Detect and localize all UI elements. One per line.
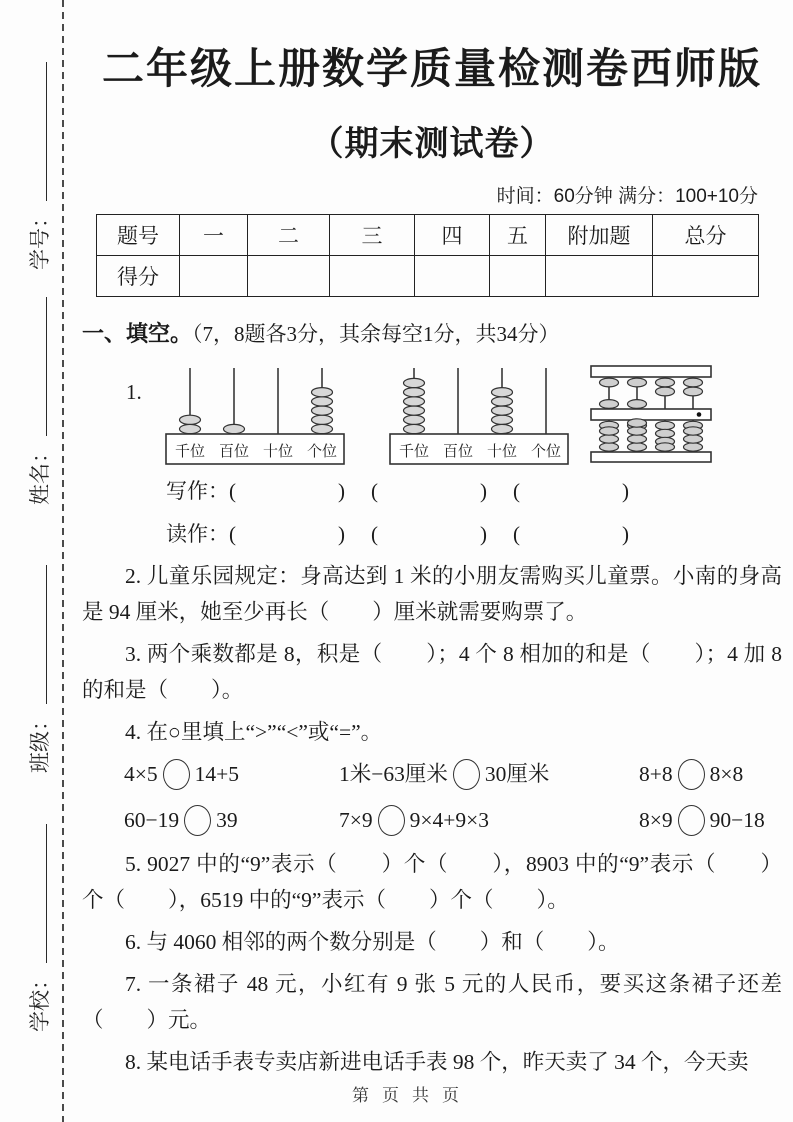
class-label: 班级： [28, 710, 52, 773]
paren-open: ( [229, 522, 236, 546]
paren-close: ) [338, 479, 345, 503]
svg-text:十位: 十位 [486, 444, 517, 460]
question-1-figures [126, 364, 782, 466]
score-table-header-row [97, 215, 759, 256]
abacus [588, 364, 714, 466]
comparison-item [339, 800, 639, 840]
header-cell-5: 五 [490, 215, 546, 256]
question-8: 8. 某电话手表专卖店新进电话手表 98 个，昨天卖了 34 个，今天卖 [125, 1050, 749, 1074]
svg-text:个位: 个位 [530, 444, 561, 460]
header-cell-4: 四 [415, 215, 490, 256]
paren-close: ) [338, 522, 345, 546]
comparison-circle [378, 805, 405, 836]
paren-open: ( [229, 479, 236, 503]
write-as-label: 写作： [166, 479, 229, 503]
comparison-item [639, 800, 782, 840]
score-label-cell: 得分 [97, 256, 180, 297]
exam-paper [82, 0, 782, 1080]
question-6: 6. 与 4060 相邻的两个数分别是（ ）和（ ）。 [125, 930, 620, 954]
read-as-label: 读作： [166, 522, 229, 546]
header-cell-1: 一 [180, 215, 248, 256]
comparison-circle [184, 805, 211, 836]
svg-text:千位: 千位 [398, 444, 429, 460]
place-value-stand-2 [384, 364, 574, 466]
section-1-heading-bold: 一、填空。 [82, 321, 193, 346]
write-blank-3 [513, 474, 629, 509]
question-2: 2. 儿童乐园规定：身高达到 1 米的小朋友需购买儿童票。小南的身高是 94 厘米，她至少再长（ ）厘米就需要购票了。 [82, 564, 782, 624]
score-table-score-row [97, 256, 759, 297]
sidebar-field-class [26, 563, 52, 773]
exam-meta: 时间：60分钟 满分：100+10分 [496, 186, 758, 207]
sidebar-field-school [26, 822, 52, 1032]
read-blank-2 [371, 517, 487, 552]
place-value-stand-1 [160, 364, 350, 466]
paren-close: ) [622, 522, 629, 546]
question-4-comparisons [82, 754, 782, 840]
read-blank-3 [513, 517, 629, 552]
comparison-item [124, 800, 339, 840]
comparison-right: 30厘米 [484, 762, 550, 786]
score-empty-cell [180, 256, 248, 297]
paren-open: ( [513, 522, 520, 546]
section-1-heading [82, 317, 782, 348]
paren-open: ( [371, 479, 378, 503]
comparison-left: 1米−63厘米 [339, 762, 448, 786]
comparison-item [639, 754, 782, 794]
comparison-circle [163, 759, 190, 790]
question-7: 7. 一条裙子 48 元，小红有 9 张 5 元的人民币，要买这条裙子还差（ ）元。 [82, 972, 782, 1032]
comparison-left: 7×9 [339, 808, 373, 832]
question-1-read-row [166, 517, 782, 552]
page-subtitle: （期末测试卷） [309, 125, 555, 163]
student-number-label: 学号： [28, 207, 52, 270]
paren-open: ( [371, 522, 378, 546]
footer-page-label: 第页共页 [352, 1086, 472, 1105]
paren-close: ) [480, 522, 487, 546]
score-empty-cell [415, 256, 490, 297]
comparison-right: 14+5 [194, 762, 240, 786]
comparison-right: 8×8 [709, 762, 744, 786]
score-empty-cell [330, 256, 415, 297]
name-blank-line [46, 297, 47, 436]
score-empty-cell [248, 256, 330, 297]
comparison-left: 4×5 [124, 762, 158, 786]
write-blank-2 [371, 474, 487, 509]
school-blank-line [46, 824, 47, 963]
question-1-number: 1. [126, 380, 142, 404]
comparison-circle [678, 805, 705, 836]
comparison-right: 9×4+9×3 [409, 808, 490, 832]
comparison-item [124, 754, 339, 794]
score-empty-cell [490, 256, 546, 297]
name-label: 姓名： [28, 442, 52, 505]
header-cell-extra: 附加题 [546, 215, 653, 256]
comparison-circle [453, 759, 480, 790]
comparison-left: 60−19 [124, 808, 180, 832]
binding-dashed-line [62, 0, 64, 1122]
comparison-item [339, 754, 639, 794]
comparison-right: 90−18 [709, 808, 765, 832]
page-title: 二年级上册数学质量检测卷西师版 [101, 45, 762, 92]
section-1-heading-rest: （7，8题各3分，其余每空1分，共34分） [192, 322, 560, 346]
header-cell-3: 三 [330, 215, 415, 256]
header-cell-2: 二 [248, 215, 330, 256]
score-empty-cell [653, 256, 759, 297]
comparison-right: 39 [216, 808, 238, 832]
read-blank-1 [229, 517, 345, 552]
comparison-circle [678, 759, 705, 790]
write-blank-1 [229, 474, 345, 509]
sidebar-field-student-number [26, 60, 52, 270]
school-label: 学校： [28, 969, 52, 1032]
sidebar-field-name [26, 295, 52, 505]
question-1-write-row [166, 474, 782, 509]
question-3: 3. 两个乘数都是 8，积是（ ）；4 个 8 相加的和是（ ）；4 加 8 的和是（ ）。 [82, 642, 782, 702]
class-blank-line [46, 565, 47, 704]
score-table [96, 214, 759, 297]
paren-close: ) [480, 479, 487, 503]
svg-text:个位: 个位 [306, 444, 337, 460]
paren-close: ) [622, 479, 629, 503]
comparison-left: 8+8 [639, 762, 673, 786]
question-4-heading: 4. 在○里填上“>”“<”或“=”。 [125, 720, 383, 744]
svg-text:千位: 千位 [174, 444, 205, 460]
svg-text:十位: 十位 [262, 444, 293, 460]
header-cell-total: 总分 [653, 215, 759, 256]
student-number-blank-line [46, 62, 47, 201]
svg-text:百位: 百位 [442, 444, 473, 460]
question-5: 5. 9027 中的“9”表示（ ）个（ ），8903 中的“9”表示（ ）个（ ），6519 中的“9”表示（ ）个（ ）。 [82, 852, 782, 912]
comparison-left: 8×9 [639, 808, 673, 832]
paren-open: ( [513, 479, 520, 503]
svg-text:百位: 百位 [218, 444, 249, 460]
score-empty-cell [546, 256, 653, 297]
header-cell-question-number: 题号 [97, 215, 180, 256]
